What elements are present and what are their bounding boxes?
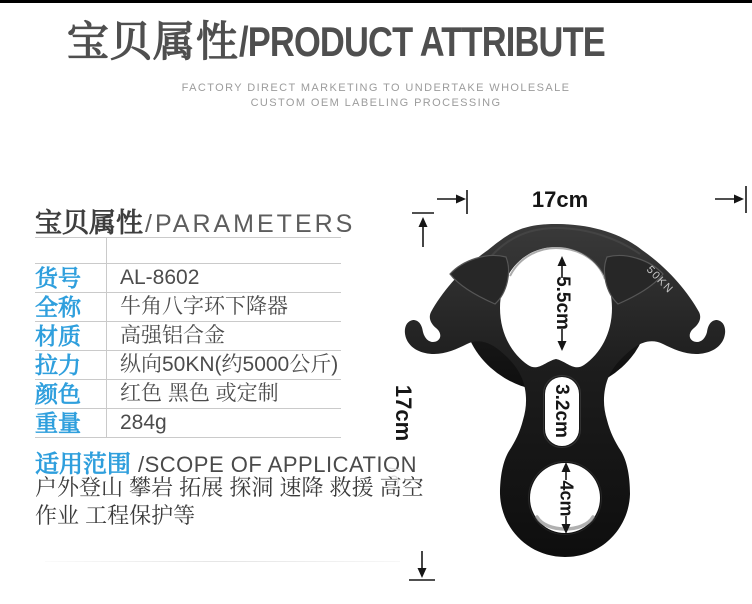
table-row-weight [35,409,341,438]
row-label: 颜色 [35,381,81,407]
subtitle-line-2: CUSTOM OEM LABELING PROCESSING [250,97,502,109]
scope-heading-cn: 适用范围 [35,451,131,478]
page-title-cn: 宝贝属性 [66,18,239,65]
faint-divider-line [45,561,400,562]
engraving-50kn: 50KN [644,263,676,297]
dim-top-ring-label: 5.5cm [552,276,573,330]
table-row-color [35,380,341,409]
row-value: 284g [106,409,341,437]
dim-left-height-label: 17cm [391,384,416,442]
page-title [0,19,752,65]
row-value: 高强铝合金 [106,322,341,350]
row-label: 重量 [35,410,81,436]
scope-text-line-1: 户外登山 攀岩 拓展 探洞 速降 救援 高空 [35,475,424,500]
parameters-heading-cn: 宝贝属性 [35,208,143,238]
dim-bottom-ring-label: 4cm [556,479,577,517]
subtitle-line-1: FACTORY DIRECT MARKETING TO UNDERTAKE WHOLESALE [181,82,571,94]
row-value: 牛角八字环下降器 [106,293,341,321]
scope-text-line-2: 作业 工程保护等 [35,503,196,528]
page-title-en: /PRODUCT ATTRIBUTE [238,18,605,65]
top-black-bar [0,0,752,3]
table-row-full-name [35,293,341,322]
row-value: 纵向50KN(约5000公斤) [106,351,341,379]
table-spacer-row [35,238,341,264]
scope-heading-en: /SCOPE OF APPLICATION [138,452,418,477]
watermark-mark [388,468,400,489]
parameters-heading-en: /PARAMETERS [145,210,356,238]
dim-middle-slot-label: 3.2cm [551,384,572,438]
table-row-strength [35,351,341,380]
table-row-item-no [35,264,341,293]
parameters-heading [35,201,355,240]
row-value: AL-8602 [106,264,341,292]
row-label: 材质 [35,323,81,349]
row-label: 拉力 [35,352,81,378]
row-label: 全称 [35,294,81,320]
dim-top-width-label: 17cm [531,187,589,212]
parameters-table [35,237,341,438]
row-value: 红色 黑色 或定制 [106,380,341,408]
table-row-material [35,322,341,351]
row-label: 货号 [35,265,81,291]
